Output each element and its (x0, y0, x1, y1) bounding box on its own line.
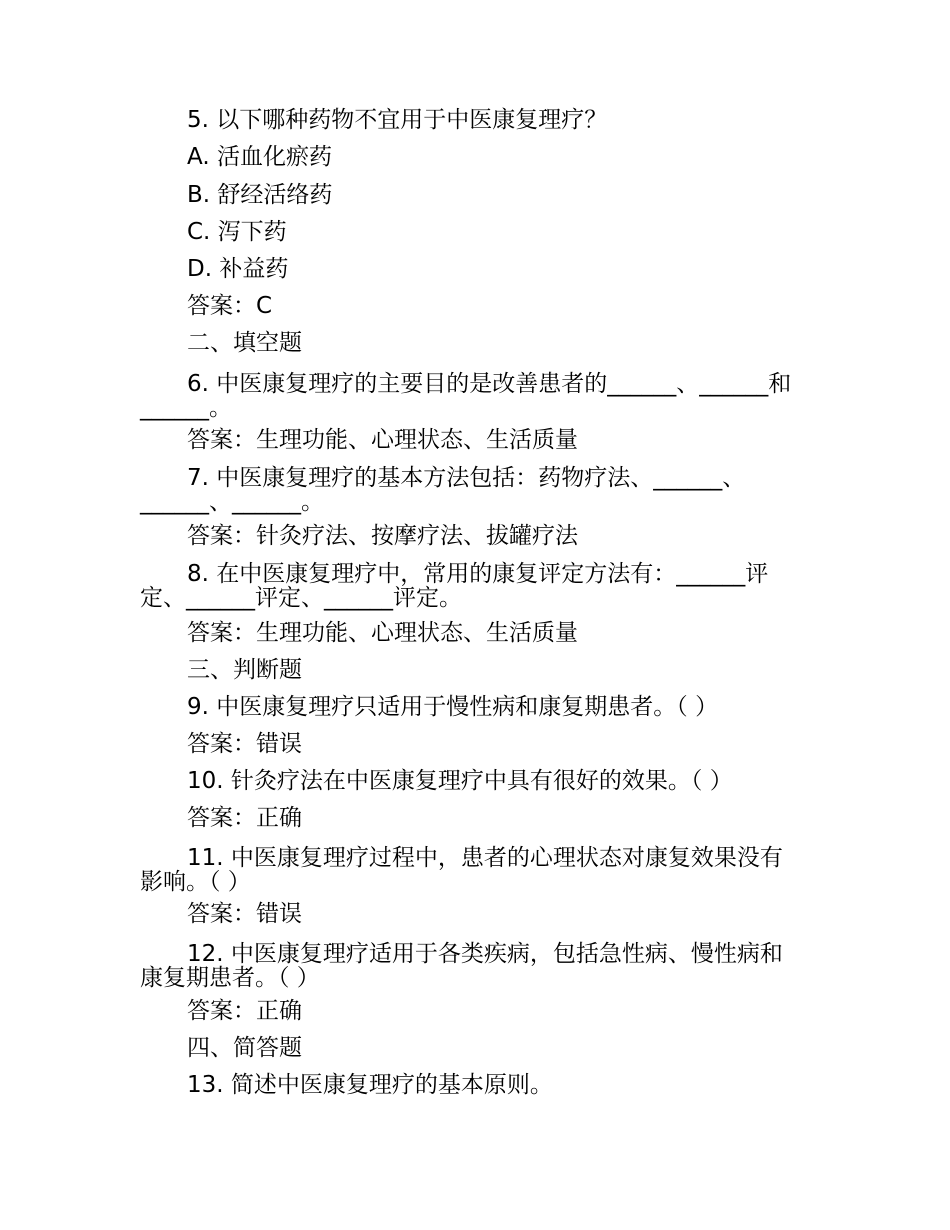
answer-7: 答案：针灸疗法、按摩疗法、拔罐疗法 (187, 523, 578, 549)
question-7: 7. 中医康复理疗的基本方法包括：药物疗法、______、______、______。 (140, 465, 746, 515)
question-10: 10. 针灸疗法在中医康复理疗中具有很好的效果。（ ） (187, 768, 733, 794)
option-b: B. 舒经活络药 (187, 182, 333, 208)
answer-6: 答案：生理功能、心理状态、生活质量 (187, 427, 578, 453)
answer-10: 答案：正确 (187, 805, 302, 831)
question-11: 11. 中医康复理疗过程中，患者的心理状态对康复效果没有影响。（ ） (140, 845, 783, 895)
answer-12: 答案：正确 (187, 998, 302, 1024)
section-heading-fill-in: 二、填空题 (187, 330, 302, 356)
question-9: 9. 中医康复理疗只适用于慢性病和康复期患者。（ ） (187, 694, 719, 720)
answer-9: 答案：错误 (187, 731, 302, 757)
section-heading-short-answer: 四、简答题 (187, 1035, 302, 1061)
question-13: 13. 简述中医康复理疗的基本原则。 (187, 1072, 553, 1098)
answer-11: 答案：错误 (187, 901, 302, 927)
question-6: 6. 中医康复理疗的主要目的是改善患者的______、______和______。 (140, 371, 792, 421)
answer-8: 答案：生理功能、心理状态、生活质量 (187, 620, 578, 646)
option-a: A. 活血化瘀药 (187, 144, 332, 170)
question-8: 8. 在中医康复理疗中，常用的康复评定方法有：______评定、______评定、______评定。 (140, 561, 769, 611)
answer-5: 答案：C (187, 293, 273, 319)
section-heading-true-false: 三、判断题 (187, 657, 302, 683)
option-c: C. 泻下药 (187, 219, 287, 245)
option-d: D. 补益药 (187, 256, 289, 282)
question-5: 5. 以下哪种药物不宜用于中医康复理疗？ (187, 107, 608, 133)
question-12: 12. 中医康复理疗适用于各类疾病，包括急性病、慢性病和康复期患者。（ ） (140, 941, 783, 991)
